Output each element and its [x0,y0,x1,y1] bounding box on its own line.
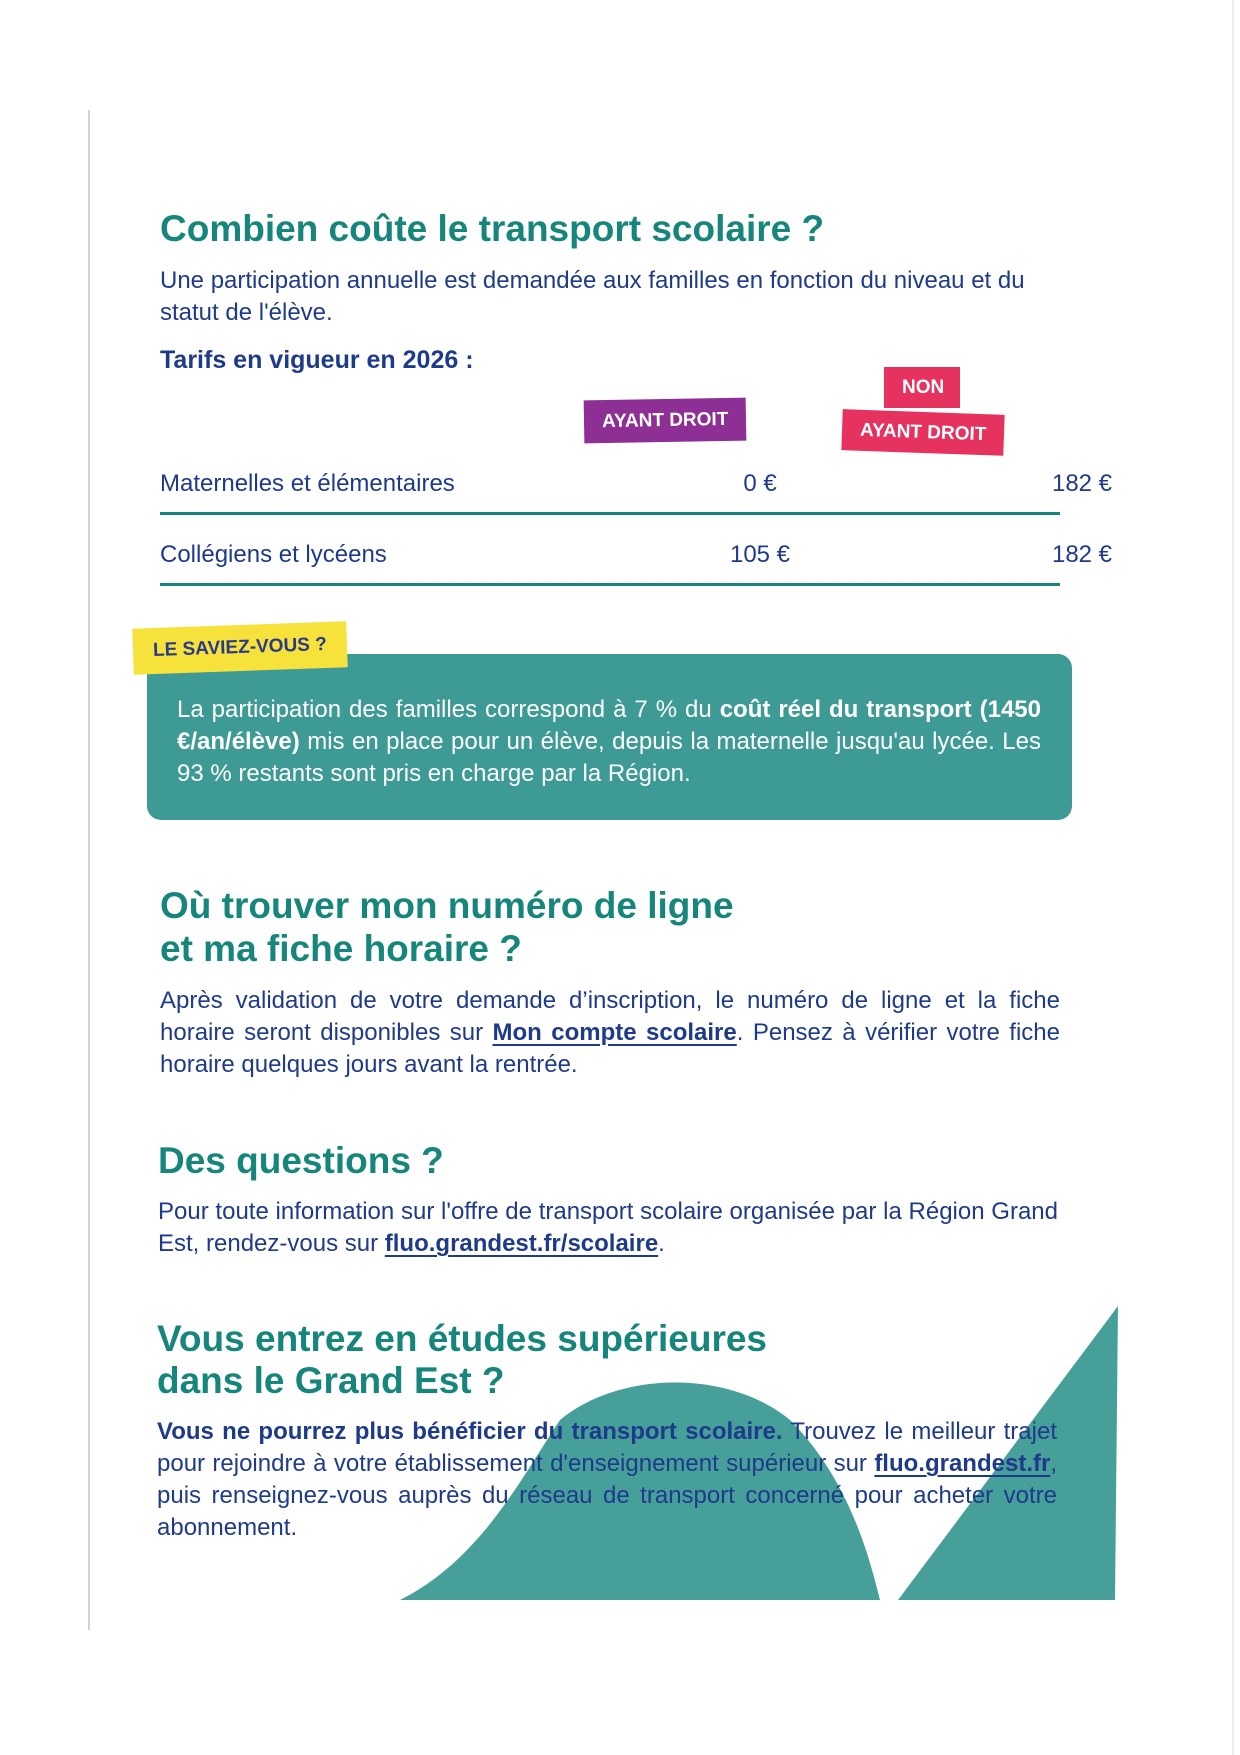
line-info-text-part: . Pensez à vérifier votre fiche horaire quelques jours avant la rentrée. [160,1019,1060,1078]
cost-intro: Une participation annuelle est demandée aux familles en fonction du niveau et du statut de l'élève. [160,267,1025,326]
badge-not-entitled-bottom: AYANT DROIT [841,409,1005,456]
rates-label: Tarifs en vigueur en 2026 : [160,346,474,374]
did-you-know-text [177,694,1041,790]
higher-ed-text [157,1416,1057,1544]
cost-title: Combien coûte le transport scolaire ? [160,208,825,249]
did-you-know-text-part: mis en place pour un élève, depuis la maternelle jusqu'au lycée. Les 93 % restants sont pris en charge par la Région. [177,728,1041,787]
table-row [160,541,1113,601]
line-info-title-2: et ma fiche horaire ? [160,928,522,969]
my-school-account-link[interactable]: Mon compte scolaire [492,1019,737,1046]
higher-ed-title-2: dans le Grand Est ? [157,1360,505,1401]
row-not-entitled-price: 182 € [1051,470,1113,497]
badge-entitled: AYANT DROIT [584,398,747,444]
higher-ed-text-bold: Vous ne pourrez plus bénéficier du transport scolaire. [157,1418,783,1445]
fluo-grandest-link[interactable]: fluo.grandest.fr [874,1450,1051,1477]
row-label: Maternelles et élémentaires [160,470,455,497]
did-you-know-text-bold: coût réel du transport (1450 €/an/élève) [177,696,1041,755]
did-you-know-tag: LE SAVIEZ-VOUS ? [132,621,347,674]
questions-text-part: . [658,1230,665,1257]
questions-title: Des questions ? [158,1140,444,1181]
table-row [160,470,1113,530]
table-divider [160,583,1060,586]
did-you-know-text-part: La participation des familles correspond à 7 % du [177,696,720,723]
did-you-know-box [147,654,1072,820]
line-info-text-part: Après validation de votre demande d’inscription, le numéro de ligne et la fiche horaire seront disponibles sur [160,987,1060,1046]
line-info-title-1: Où trouver mon numéro de ligne [160,885,734,926]
row-label: Collégiens et lycéens [160,541,387,568]
table-divider [160,512,1060,515]
higher-ed-title-1: Vous entrez en études supérieures [157,1318,768,1359]
higher-ed-text-part: , puis renseignez-vous auprès du réseau de transport concerné pour acheter votre abonnement. [157,1450,1057,1541]
badge-not-entitled-top: NON [884,367,960,408]
higher-ed-text-part: Trouvez le meilleur trajet pour rejoindre à votre établissement d'enseignement supérieur sur [157,1418,1057,1477]
row-entitled-price: 0 € [743,470,777,497]
row-entitled-price: 105 € [729,541,791,568]
questions-text [158,1196,1058,1260]
fluo-scolaire-link[interactable]: fluo.grandest.fr/scolaire [384,1230,659,1257]
line-info-text [160,985,1060,1081]
questions-text-part: Pour toute information sur l'offre de transport scolaire organisée par la Région Grand Est, rendez-vous sur [158,1198,1058,1257]
row-not-entitled-price: 182 € [1051,541,1113,568]
